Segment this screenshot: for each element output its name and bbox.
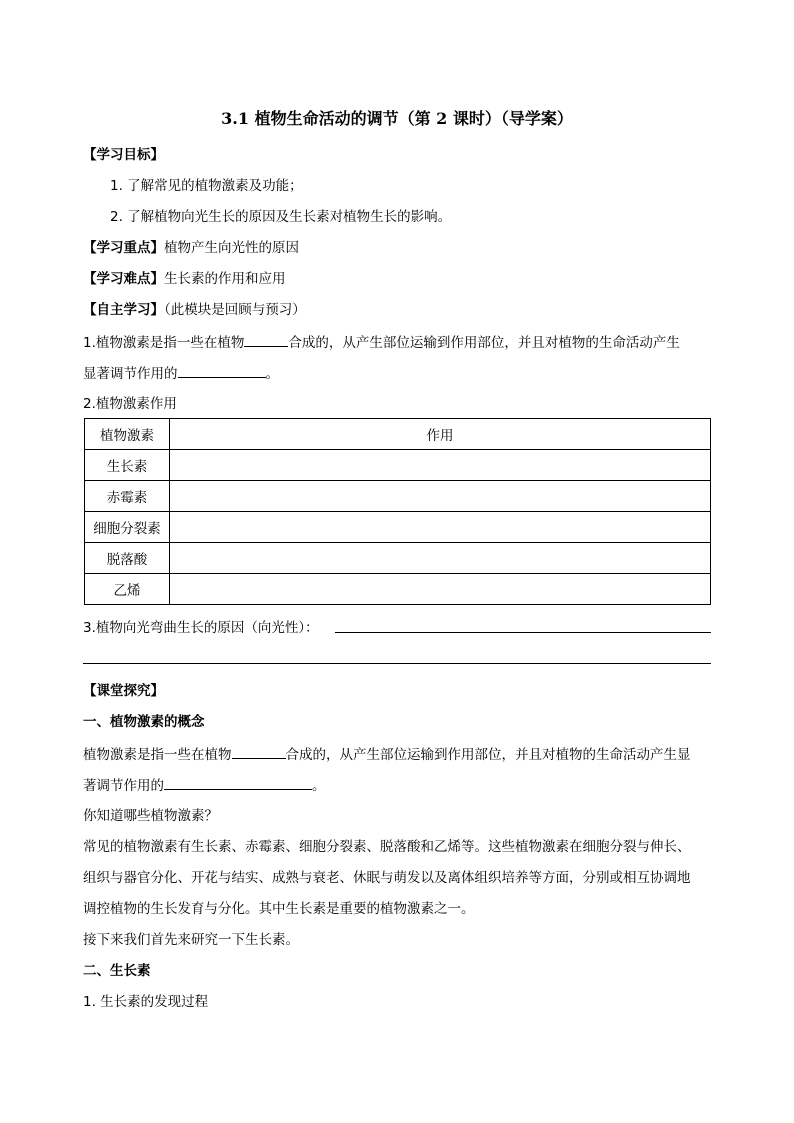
- paragraph-line: 常见的植物激素有生长素、赤霉素、细胞分裂素、脱落酸和乙烯等。这些植物激素在细胞分裂与伸长、: [83, 839, 691, 855]
- q1-line2-text: 显著调节作用的: [83, 366, 178, 382]
- definition-end-punct: 。: [312, 778, 326, 794]
- hormone-name: 乙烯: [85, 574, 170, 605]
- definition-text-end: 合成的，从产生部位运输到作用部位，并且对植物的生命活动产生显: [285, 747, 691, 763]
- function-answer-cell[interactable]: [170, 481, 711, 512]
- difficulty-label: 【学习难点】: [83, 271, 164, 287]
- classroom-heading: 【课堂探究】: [83, 683, 164, 699]
- fill-blank[interactable]: [164, 776, 312, 790]
- function-answer-cell[interactable]: [170, 512, 711, 543]
- question-text: 你知道哪些植物激素？: [83, 808, 218, 824]
- objective-item-2: 2. 了解植物向光生长的原因及生长素对植物生长的影响。: [110, 209, 452, 225]
- header-hormone: 植物激素: [85, 419, 170, 450]
- section-2-title: 二、生长素: [83, 963, 151, 979]
- self-study-question-1-cont: [83, 364, 279, 383]
- focus-text: 植物产生向光性的原因: [164, 240, 299, 256]
- hormone-name: 赤霉素: [85, 481, 170, 512]
- section-1-title: 一、植物激素的概念: [83, 714, 205, 730]
- hormone-function-table: [84, 418, 711, 605]
- hormone-name: 脱落酸: [85, 543, 170, 574]
- table-row: [85, 512, 711, 543]
- answer-line[interactable]: [83, 663, 711, 664]
- self-study-question-1: [83, 333, 680, 352]
- q1-text-start: 1.植物激素是指一些在植物: [83, 335, 245, 351]
- fill-blank[interactable]: [244, 333, 288, 347]
- q1-text-end: 合成的，从产生部位运输到作用部位，并且对植物的生命活动产生: [288, 335, 680, 351]
- subsection-1-title: 1. 生长素的发现过程: [83, 994, 209, 1010]
- page-title: 3.1 植物生命活动的调节（第 2 课时）（导学案）: [221, 109, 573, 128]
- table-row: [85, 450, 711, 481]
- fill-blank[interactable]: [232, 745, 286, 759]
- self-study-label: 【自主学习】: [83, 302, 164, 318]
- self-study-note: （此模块是回顾与预习）: [164, 302, 306, 318]
- answer-line[interactable]: [335, 632, 711, 633]
- hormone-name: 生长素: [85, 450, 170, 481]
- focus-line: [83, 239, 299, 257]
- definition-line-2: [83, 776, 326, 795]
- hormone-name: 细胞分裂素: [85, 512, 170, 543]
- function-answer-cell[interactable]: [170, 543, 711, 574]
- self-study-question-3: 3.植物向光弯曲生长的原因（向光性）：: [83, 620, 319, 636]
- objective-item-1: 1. 了解常见的植物激素及功能；: [110, 178, 303, 194]
- function-answer-cell[interactable]: [170, 574, 711, 605]
- definition-text-start: 植物激素是指一些在植物: [83, 747, 232, 763]
- definition-line-1: [83, 745, 691, 764]
- next-step-text: 接下来我们首先来研究一下生长素。: [83, 932, 299, 948]
- difficulty-text: 生长素的作用和应用: [164, 271, 286, 287]
- table-row: [85, 574, 711, 605]
- table-row: [85, 481, 711, 512]
- self-study-question-2: 2.植物激素作用: [83, 396, 177, 412]
- objectives-heading: 【学习目标】: [83, 147, 164, 163]
- q1-end-punct: 。: [265, 366, 279, 382]
- fill-blank[interactable]: [178, 364, 266, 378]
- function-answer-cell[interactable]: [170, 450, 711, 481]
- paragraph-line: 调控植物的生长发育与分化。其中生长素是重要的植物激素之一。: [83, 901, 475, 917]
- table-header-row: [85, 419, 711, 450]
- table-row: [85, 543, 711, 574]
- difficulty-line: [83, 270, 286, 288]
- paragraph-line: 组织与器官分化、开花与结实、成熟与衰老、休眠与萌发以及离体组织培养等方面，分别或相互协调地: [83, 870, 691, 886]
- focus-label: 【学习重点】: [83, 240, 164, 256]
- definition-line2-text: 著调节作用的: [83, 778, 164, 794]
- header-function: 作用: [170, 419, 711, 450]
- self-study-line: [83, 301, 306, 319]
